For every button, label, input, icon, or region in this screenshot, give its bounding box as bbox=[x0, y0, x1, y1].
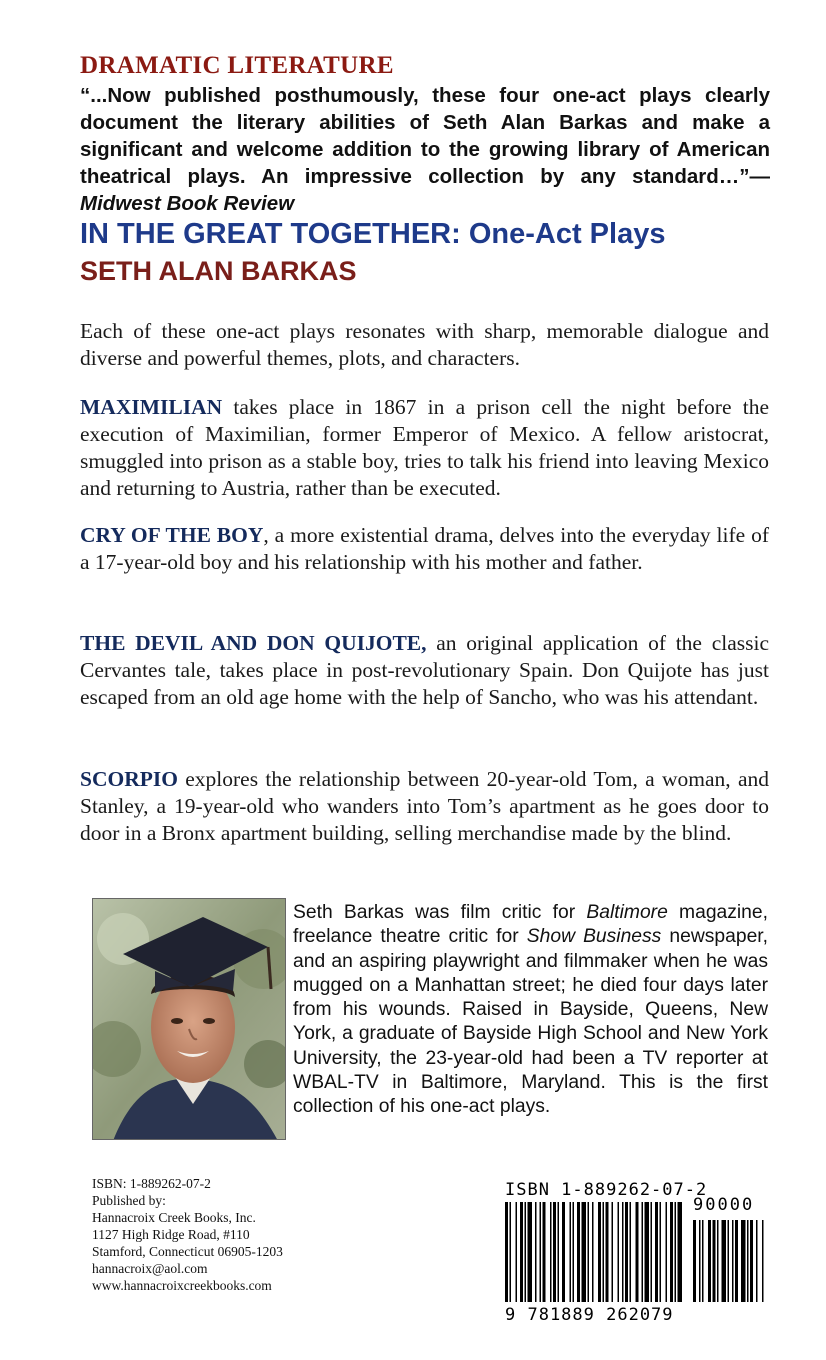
barcode-bar bbox=[699, 1220, 701, 1302]
barcode-bar bbox=[750, 1220, 753, 1302]
book-title: IN THE GREAT TOGETHER: One-Act Plays bbox=[80, 218, 666, 250]
barcode-bar bbox=[762, 1220, 764, 1302]
publisher-website: www.hannacroixcreekbooks.com bbox=[92, 1278, 272, 1293]
play-summary: , a more existential drama, delves into the everyday life of a 17-year-old boy and his relationship with his mother and father. bbox=[80, 523, 769, 574]
barcode-bar bbox=[558, 1202, 560, 1302]
barcode-bar bbox=[713, 1220, 716, 1302]
barcode-bar bbox=[592, 1202, 594, 1302]
isbn-barcode bbox=[505, 1180, 775, 1335]
review-text: “...Now published posthumously, these four one-act plays clearly document the literary abilities of Seth Alan Barkas and make a significant and welcome addition to the growing library of American theatrical plays. An impressive collection by any standard…” bbox=[80, 84, 770, 188]
barcode-bar bbox=[505, 1202, 508, 1302]
bio-newspaper: Show Business bbox=[526, 926, 662, 948]
book-author: SETH ALAN BARKAS bbox=[80, 256, 357, 286]
barcode-bar bbox=[573, 1202, 575, 1302]
barcode-bar bbox=[598, 1202, 601, 1302]
barcode-bar bbox=[525, 1202, 527, 1302]
barcode-bar bbox=[678, 1202, 683, 1302]
barcode-bar bbox=[693, 1220, 696, 1302]
play-summary: an original application of the classic Cervantes tale, takes place in post-revolutionary Spain. Don Quijote has just escaped from an old age home with the help of Sancho, who was his attendant. bbox=[80, 631, 769, 709]
barcode-bar bbox=[588, 1202, 590, 1302]
play-name: SCORPIO bbox=[80, 767, 178, 791]
barcode-bar bbox=[666, 1202, 668, 1302]
barcode-bar bbox=[562, 1202, 565, 1302]
publisher-name: Hannacroix Creek Books, Inc. bbox=[92, 1210, 256, 1225]
barcode-bar bbox=[625, 1202, 628, 1302]
barcode-bar bbox=[603, 1202, 605, 1302]
play-summary: takes place in 1867 in a prison cell the night before the execution of Maximilian, former Emperor of Mexico. A fellow aristocrat, smuggled into prison as a stable boy, tries to talk his friend into leaving Mexico and returning to Austria, rather than be executed. bbox=[80, 395, 769, 500]
barcode-bar bbox=[708, 1220, 711, 1302]
barcode-isbn-text: ISBN 1-889262-07-2 bbox=[505, 1180, 708, 1200]
barcode-bar bbox=[728, 1220, 730, 1302]
play-name: MAXIMILIAN bbox=[80, 395, 223, 419]
barcode-bar bbox=[651, 1202, 653, 1302]
barcode-bar bbox=[741, 1220, 746, 1302]
barcode-bar bbox=[675, 1202, 677, 1302]
play-name: CRY OF THE BOY bbox=[80, 523, 264, 547]
barcode-bar bbox=[702, 1220, 704, 1302]
bio-text: newspaper, and an aspiring playwright and filmmaker when he was mugged on a Manhattan street; he died four days later from his wounds. Raised in Bayside, Queens, New York, a graduate of Bayside High School and New York University, the 23-year-old had been a TV reporter at WBAL-TV in Baltimore, Maryland. This is the first collection of his one-act plays. bbox=[293, 926, 769, 1118]
barcode-bar bbox=[636, 1202, 639, 1302]
barcode-bar bbox=[520, 1202, 523, 1302]
barcode-bar bbox=[722, 1220, 727, 1302]
barcode-bar bbox=[622, 1202, 624, 1302]
barcode-price-code: 90000 bbox=[693, 1195, 755, 1215]
publisher-email: hannacroix@aol.com bbox=[92, 1261, 208, 1276]
review-dash: — bbox=[749, 165, 770, 188]
publisher-address-1: 1127 High Ridge Road, #110 bbox=[92, 1227, 250, 1242]
isbn-line: ISBN: 1-889262-07-2 bbox=[92, 1176, 211, 1191]
barcode-bar bbox=[642, 1202, 644, 1302]
barcode-bar bbox=[606, 1202, 609, 1302]
bio-text: magazine, freelance theatre critic for bbox=[293, 902, 768, 948]
barcode-bar bbox=[516, 1202, 518, 1302]
barcode-bar bbox=[612, 1202, 614, 1302]
barcode-bar bbox=[510, 1202, 512, 1302]
barcode-bar bbox=[756, 1220, 758, 1302]
barcode-bar bbox=[553, 1202, 556, 1302]
author-bio bbox=[293, 901, 768, 1120]
category-heading: DRAMATIC LITERATURE bbox=[80, 52, 394, 79]
barcode-bar bbox=[735, 1220, 738, 1302]
barcode-bar bbox=[543, 1202, 546, 1302]
play-description bbox=[80, 630, 769, 711]
publisher-address-2: Stamford, Connecticut 06905-1203 bbox=[92, 1244, 283, 1259]
barcode-bar bbox=[550, 1202, 552, 1302]
bio-text: Seth Barkas was film critic for bbox=[293, 902, 587, 923]
barcode-bar bbox=[618, 1202, 620, 1302]
barcode-bar bbox=[645, 1202, 650, 1302]
barcode-ean-digits: 9 781889 262079 bbox=[505, 1305, 674, 1325]
barcode-bar bbox=[630, 1202, 632, 1302]
bio-magazine: Baltimore bbox=[586, 902, 668, 923]
barcode-bar bbox=[660, 1202, 662, 1302]
barcode-bar bbox=[528, 1202, 533, 1302]
barcode-bar bbox=[747, 1220, 749, 1302]
review-source: Midwest Book Review bbox=[80, 192, 295, 215]
barcode-bar bbox=[540, 1202, 542, 1302]
barcode-bar bbox=[732, 1220, 734, 1302]
barcode-bar bbox=[582, 1202, 587, 1302]
barcode-bar bbox=[717, 1220, 719, 1302]
play-name: THE DEVIL AND DON QUIJOTE, bbox=[80, 631, 427, 655]
barcode-bar bbox=[570, 1202, 572, 1302]
publisher-info bbox=[92, 1175, 283, 1294]
barcode-bar bbox=[577, 1202, 580, 1302]
barcode-bar bbox=[655, 1202, 658, 1302]
play-description bbox=[80, 766, 769, 847]
intro-paragraph: Each of these one-act plays resonates with sharp, memorable dialogue and diverse and powerful themes, plots, and characters. bbox=[80, 319, 769, 370]
review-quote bbox=[80, 82, 770, 217]
play-description bbox=[80, 522, 769, 576]
published-by-label: Published by: bbox=[92, 1193, 166, 1208]
barcode-bar bbox=[535, 1202, 537, 1302]
barcode-bars bbox=[505, 1180, 775, 1305]
play-description bbox=[80, 394, 769, 502]
author-photo bbox=[92, 898, 286, 1140]
play-summary: explores the relationship between 20-year-old Tom, a woman, and Stanley, a 19-year-old who wanders into Tom’s apartment as he goes door to door in a Bronx apartment building, selling merchandise made by the blind. bbox=[80, 767, 769, 845]
barcode-bar bbox=[670, 1202, 673, 1302]
